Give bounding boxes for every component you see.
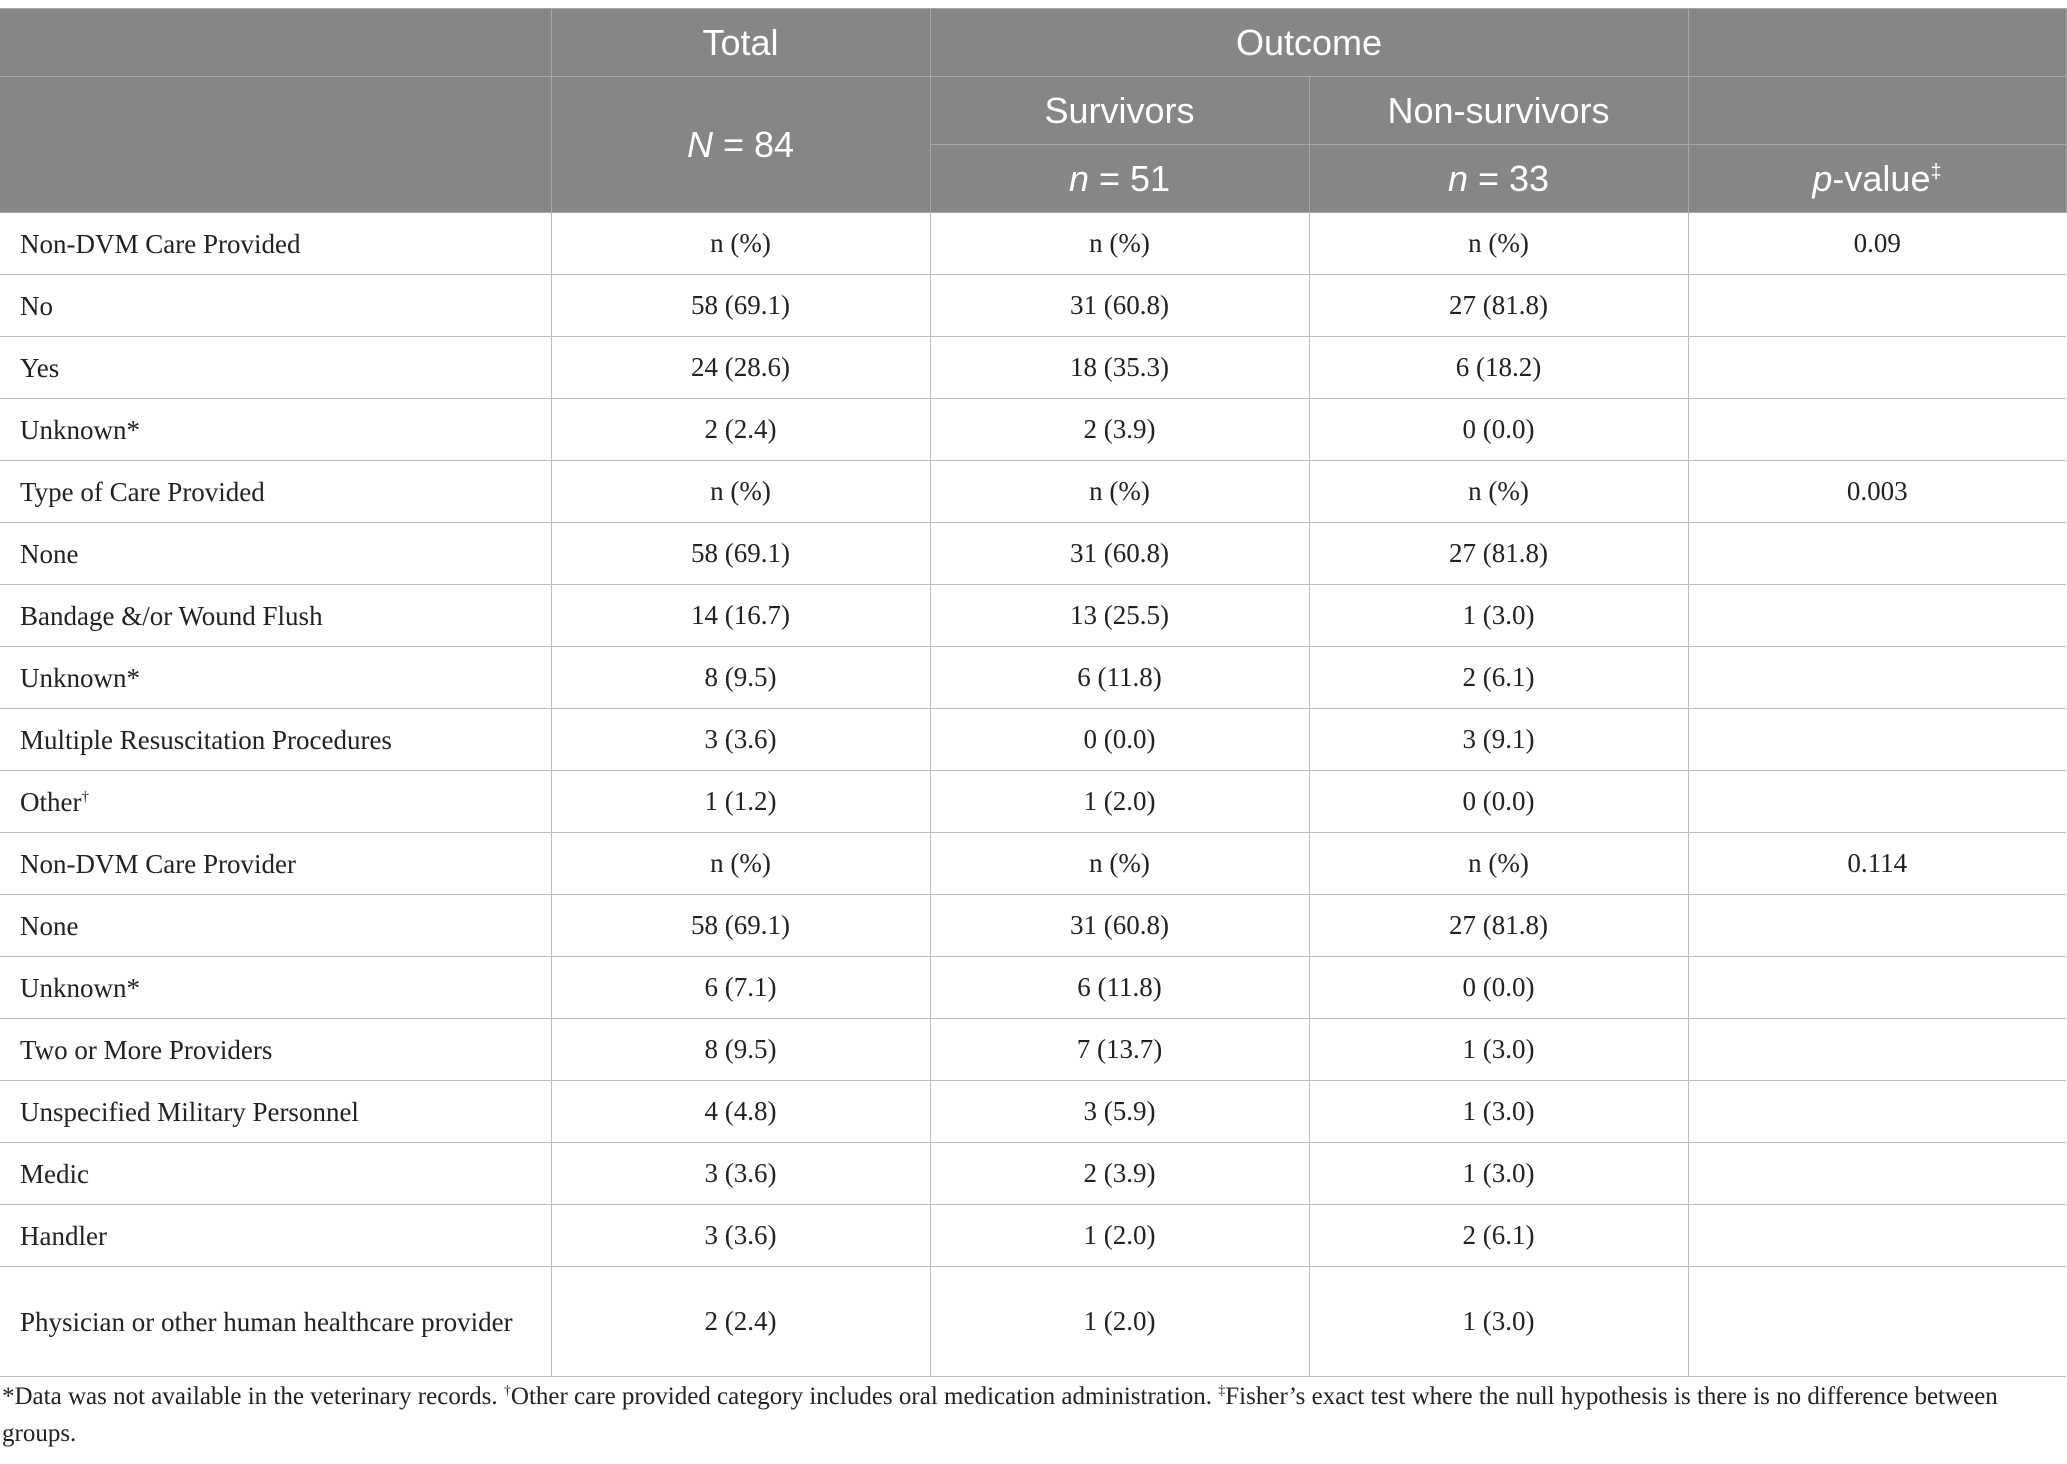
cell-p-value — [1688, 957, 2066, 1019]
cell-total: 1 (1.2) — [551, 771, 930, 833]
table-row — [0, 1267, 2066, 1377]
cell-p-value — [1688, 585, 2066, 647]
table-row — [0, 895, 2066, 957]
cell-total: 24 (28.6) — [551, 337, 930, 399]
cell-total: 14 (16.7) — [551, 585, 930, 647]
row-label — [0, 213, 551, 275]
table-row — [0, 1205, 2066, 1267]
footnote-part-2: Other care provided category includes oral medication administration. — [510, 1383, 1219, 1410]
table-footnote — [2, 1378, 2062, 1452]
header-row-2 — [0, 77, 2066, 145]
table-row — [0, 1019, 2066, 1081]
cell-survivors: 31 (60.8) — [930, 523, 1309, 585]
cell-survivors: 2 (3.9) — [930, 1143, 1309, 1205]
cell-p-value: 0.09 — [1688, 213, 2066, 275]
table-row — [0, 461, 2066, 523]
header-pvalue — [1688, 145, 2066, 213]
table-row — [0, 1143, 2066, 1205]
row-label — [0, 523, 551, 585]
cell-non-survivors: 27 (81.8) — [1309, 895, 1688, 957]
header-survivors-n — [930, 145, 1309, 213]
cell-survivors: 3 (5.9) — [930, 1081, 1309, 1143]
cell-p-value — [1688, 771, 2066, 833]
row-label — [0, 337, 551, 399]
cell-non-survivors: 2 (6.1) — [1309, 647, 1688, 709]
cell-survivors: 1 (2.0) — [930, 1267, 1309, 1377]
cell-non-survivors: n (%) — [1309, 213, 1688, 275]
footnote-part-1: *Data was not available in the veterinary records. — [2, 1383, 504, 1410]
table-row — [0, 275, 2066, 337]
row-label-text: Unspecified Military Personnel — [20, 1096, 359, 1127]
header-survivors-n-var: n — [1068, 157, 1089, 199]
row-label — [0, 399, 551, 461]
table-body — [0, 213, 2066, 1377]
cell-p-value — [1688, 647, 2066, 709]
cell-non-survivors: n (%) — [1309, 461, 1688, 523]
cell-p-value — [1688, 1143, 2066, 1205]
cell-survivors: n (%) — [930, 833, 1309, 895]
row-label — [0, 275, 551, 337]
row-label — [0, 833, 551, 895]
row-label — [0, 1019, 551, 1081]
row-label — [0, 1267, 551, 1377]
row-label — [0, 461, 551, 523]
cell-total: 6 (7.1) — [551, 957, 930, 1019]
table-row — [0, 833, 2066, 895]
cell-p-value — [1688, 275, 2066, 337]
header-blank-cell — [1688, 9, 2066, 77]
cell-survivors: 18 (35.3) — [930, 337, 1309, 399]
cell-non-survivors: n (%) — [1309, 833, 1688, 895]
header-total-n-var: N — [686, 123, 713, 165]
cell-total: 2 (2.4) — [551, 399, 930, 461]
row-label-text: Medic — [20, 1158, 89, 1189]
cell-non-survivors: 6 (18.2) — [1309, 337, 1688, 399]
cell-total: 4 (4.8) — [551, 1081, 930, 1143]
table-row — [0, 585, 2066, 647]
cell-non-survivors: 0 (0.0) — [1309, 399, 1688, 461]
cell-non-survivors: 3 (9.1) — [1309, 709, 1688, 771]
cell-non-survivors: 27 (81.8) — [1309, 523, 1688, 585]
row-label — [0, 1081, 551, 1143]
header-non-survivors-n-value: = 33 — [1467, 157, 1550, 199]
row-label — [0, 585, 551, 647]
header-blank-cell — [0, 77, 551, 213]
cell-total: 58 (69.1) — [551, 895, 930, 957]
cell-p-value: 0.114 — [1688, 833, 2066, 895]
header-pvalue-rest: -value — [1832, 157, 1931, 199]
header-non-survivors-n — [1309, 145, 1688, 213]
footnote-mark-dagger: † — [503, 1383, 511, 1399]
header-blank-cell — [1688, 77, 2066, 145]
footnote-mark-double-dagger: ‡ — [1218, 1383, 1226, 1399]
row-label-text: None — [20, 538, 79, 569]
header-pvalue-mark: ‡ — [1930, 160, 1942, 183]
row-label-text: Physician or other human healthcare provider — [20, 1306, 513, 1337]
row-label-mark: † — [81, 788, 89, 805]
cell-total: 8 (9.5) — [551, 647, 930, 709]
cell-survivors: 6 (11.8) — [930, 647, 1309, 709]
cell-non-survivors: 1 (3.0) — [1309, 1143, 1688, 1205]
cell-survivors: 31 (60.8) — [930, 275, 1309, 337]
header-outcome: Outcome — [930, 9, 1688, 77]
cell-p-value — [1688, 895, 2066, 957]
header-non-survivors-n-var: n — [1447, 157, 1468, 199]
row-label — [0, 771, 551, 833]
table-row — [0, 647, 2066, 709]
cell-total: 58 (69.1) — [551, 275, 930, 337]
row-label-text: Other — [20, 786, 82, 817]
row-label-text: Bandage &/or Wound Flush — [20, 600, 323, 631]
cell-total: 8 (9.5) — [551, 1019, 930, 1081]
table-row — [0, 1081, 2066, 1143]
header-pvalue-var: p — [1812, 157, 1833, 199]
cell-survivors: 7 (13.7) — [930, 1019, 1309, 1081]
header-total: Total — [551, 9, 930, 77]
header-survivors: Survivors — [930, 77, 1309, 145]
row-label-text: Yes — [20, 352, 60, 383]
cell-p-value: 0.003 — [1688, 461, 2066, 523]
row-label-text: Unknown* — [20, 662, 140, 693]
cell-survivors: n (%) — [930, 461, 1309, 523]
cell-non-survivors: 1 (3.0) — [1309, 585, 1688, 647]
row-label-text: Non-DVM Care Provided — [20, 228, 301, 259]
cell-survivors: 6 (11.8) — [930, 957, 1309, 1019]
cell-survivors: 31 (60.8) — [930, 895, 1309, 957]
row-label-text: Non-DVM Care Provider — [20, 848, 296, 879]
cell-p-value — [1688, 1019, 2066, 1081]
results-table — [0, 8, 2067, 1377]
cell-total: 58 (69.1) — [551, 523, 930, 585]
row-label — [0, 1205, 551, 1267]
header-blank-cell — [0, 9, 551, 77]
cell-non-survivors: 1 (3.0) — [1309, 1267, 1688, 1377]
row-label-text: Unknown* — [20, 414, 140, 445]
cell-p-value — [1688, 337, 2066, 399]
cell-p-value — [1688, 1081, 2066, 1143]
cell-total: n (%) — [551, 213, 930, 275]
table-row — [0, 399, 2066, 461]
table-row — [0, 709, 2066, 771]
cell-survivors: 13 (25.5) — [930, 585, 1309, 647]
header-survivors-n-value: = 51 — [1088, 157, 1171, 199]
cell-p-value — [1688, 1205, 2066, 1267]
cell-p-value — [1688, 709, 2066, 771]
header-total-n — [551, 77, 930, 213]
cell-total: n (%) — [551, 461, 930, 523]
cell-p-value — [1688, 523, 2066, 585]
row-label — [0, 1143, 551, 1205]
cell-p-value — [1688, 1267, 2066, 1377]
row-label — [0, 709, 551, 771]
row-label-text: Unknown* — [20, 972, 140, 1003]
table-row — [0, 337, 2066, 399]
table-row — [0, 213, 2066, 275]
cell-non-survivors: 1 (3.0) — [1309, 1019, 1688, 1081]
cell-survivors: 1 (2.0) — [930, 1205, 1309, 1267]
cell-total: 2 (2.4) — [551, 1267, 930, 1377]
table-row — [0, 771, 2066, 833]
row-label — [0, 895, 551, 957]
row-label-text: Multiple Resuscitation Procedures — [20, 724, 392, 755]
cell-survivors: 2 (3.9) — [930, 399, 1309, 461]
cell-survivors: 1 (2.0) — [930, 771, 1309, 833]
cell-non-survivors: 0 (0.0) — [1309, 957, 1688, 1019]
header-non-survivors: Non-survivors — [1309, 77, 1688, 145]
table-header — [0, 9, 2066, 213]
cell-non-survivors: 0 (0.0) — [1309, 771, 1688, 833]
header-total-n-value: = 84 — [712, 123, 795, 165]
cell-non-survivors: 1 (3.0) — [1309, 1081, 1688, 1143]
row-label — [0, 647, 551, 709]
cell-total: n (%) — [551, 833, 930, 895]
cell-p-value — [1688, 399, 2066, 461]
row-label-text: Handler — [20, 1220, 107, 1251]
row-label-text: None — [20, 910, 79, 941]
row-label — [0, 957, 551, 1019]
cell-non-survivors: 2 (6.1) — [1309, 1205, 1688, 1267]
table-row — [0, 957, 2066, 1019]
cell-total: 3 (3.6) — [551, 1143, 930, 1205]
table-row — [0, 523, 2066, 585]
cell-total: 3 (3.6) — [551, 1205, 930, 1267]
row-label-text: Two or More Providers — [20, 1034, 273, 1065]
row-label-text: Type of Care Provided — [20, 476, 265, 507]
header-row-1 — [0, 9, 2066, 77]
footnote-part-3: Fisher’s exact test where the null hypothesis is there is no difference between groups. — [2, 1383, 1998, 1447]
row-label-text: No — [20, 290, 53, 321]
cell-non-survivors: 27 (81.8) — [1309, 275, 1688, 337]
cell-survivors: 0 (0.0) — [930, 709, 1309, 771]
cell-total: 3 (3.6) — [551, 709, 930, 771]
cell-survivors: n (%) — [930, 213, 1309, 275]
